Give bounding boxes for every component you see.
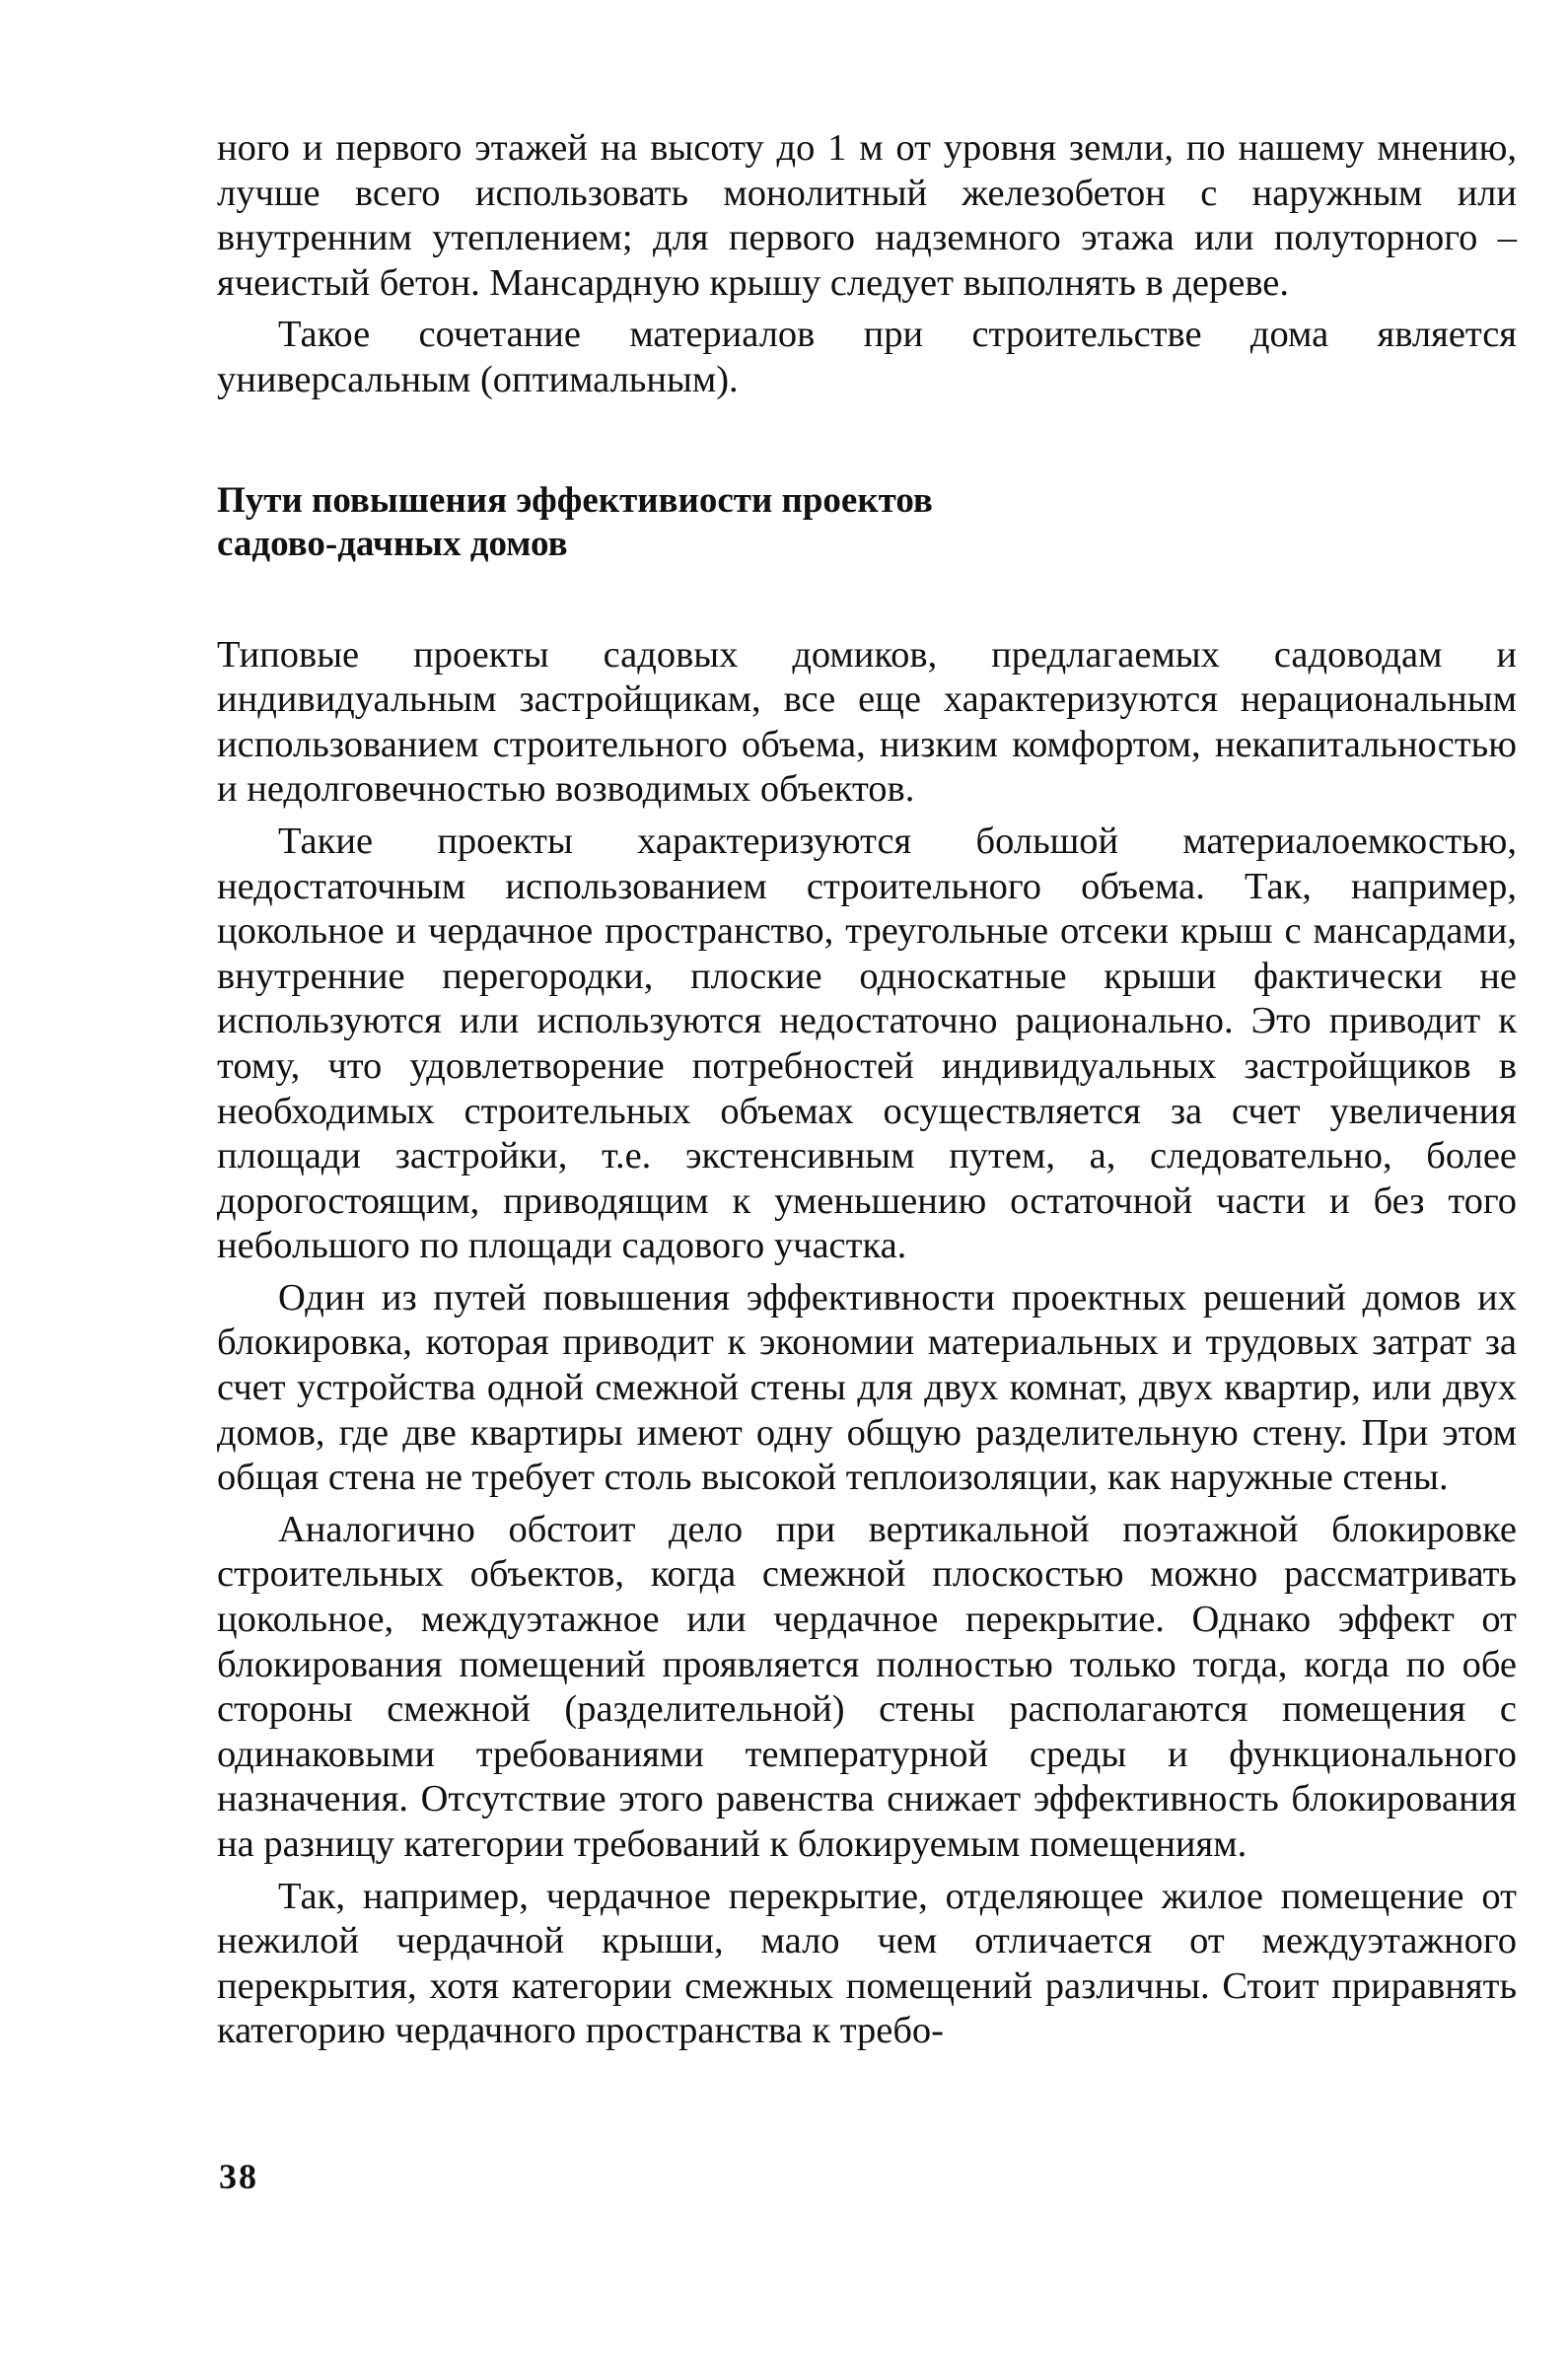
section-heading-line-2: садово-дачных домов <box>217 523 568 564</box>
section-heading-line-1: Пути повышения эффективиости проектов <box>217 479 933 521</box>
paragraph-materials-conclusion: Такое сочетание материалов при строительстве дома является универсальным (оптимальным). <box>217 314 1517 400</box>
paragraph-typical-projects: Типовые проекты садовых домиков, предлагаемых садоводам и индивидуальным застройщикам, все еще характеризуются нерациональным использованием строительного объема, низким комфортом, некапитальностью и недолговечностью возводимых объектов. <box>217 633 1517 811</box>
paragraph-blocking: Один из путей повышения эффективности проектных решений домов их блокировка, которая приводит к экономии материальных и трудовых затрат за счет устройства одной смежной стены для двух комнат, двух квартир, или двух домов, где две квартиры имеют одну общую разделительную стену. При этом общая стена не требует столь высокой теплоизоляции, как наружные стены. <box>217 1276 1517 1499</box>
paragraph-continued: ного и первого этажей на высоту до 1 м от уровня земли, по нашему мнению, лучше всего использовать монолитный железобетон с наружным или внутренним утеплением; для первого надземного этажа или полуторного – ячеистый бетон. Мансардную крышу следует выполнять в дереве. <box>217 127 1517 304</box>
body-text <box>217 126 1517 2054</box>
paragraph-material-intensity: Такие проекты характеризуются большой материалоемкостью, недостаточным использованием строительного объема. Так, например, цокольное и чердачное пространство, треугольные отсеки крыш с мансардами, внутренние перегородки, плоские односкатные крыши фактически не используются или используются недостаточно рационально. Это приводит к тому, что удовлетворение потребностей индивидуальных застройщиков в необходимых строительных объемах осуществляется за счет увеличения площади застройки, т.е. экстенсивным путем, а, следовательно, более дорогостоящим, приводящим к уменьшению остаточной части и без того небольшого по площади садового участка. <box>217 820 1517 1267</box>
section-heading <box>217 403 1517 633</box>
paragraph-attic-floor: Так, например, чердачное перекрытие, отделяющее жилое помещение от нежилой чердачной крыши, мало чем отличается от междуэтажного перекрытия, хотя категории смежных помещений различны. Стоит приравнять категорию чердачного пространства к требо- <box>217 1875 1517 2052</box>
paragraph-vertical-blocking: Аналогично обстоит дело при вертикальной поэтажной блокировке строительных объектов, когда смежной плоскостью можно рассматривать цокольное, междуэтажное или чердачное перекрытие. Однако эффект от блокирования помещений проявляется полностью только тогда, когда по обе стороны смежной (разделительной) стены располагаются помещения с одинаковыми требованиями температурной среды и функционального назначения. Отсутствие этого равенства снижает эффективность блокирования на разницу категории требований к блокируемым помещениям. <box>217 1508 1517 1865</box>
page-number: 38 <box>219 2157 258 2196</box>
